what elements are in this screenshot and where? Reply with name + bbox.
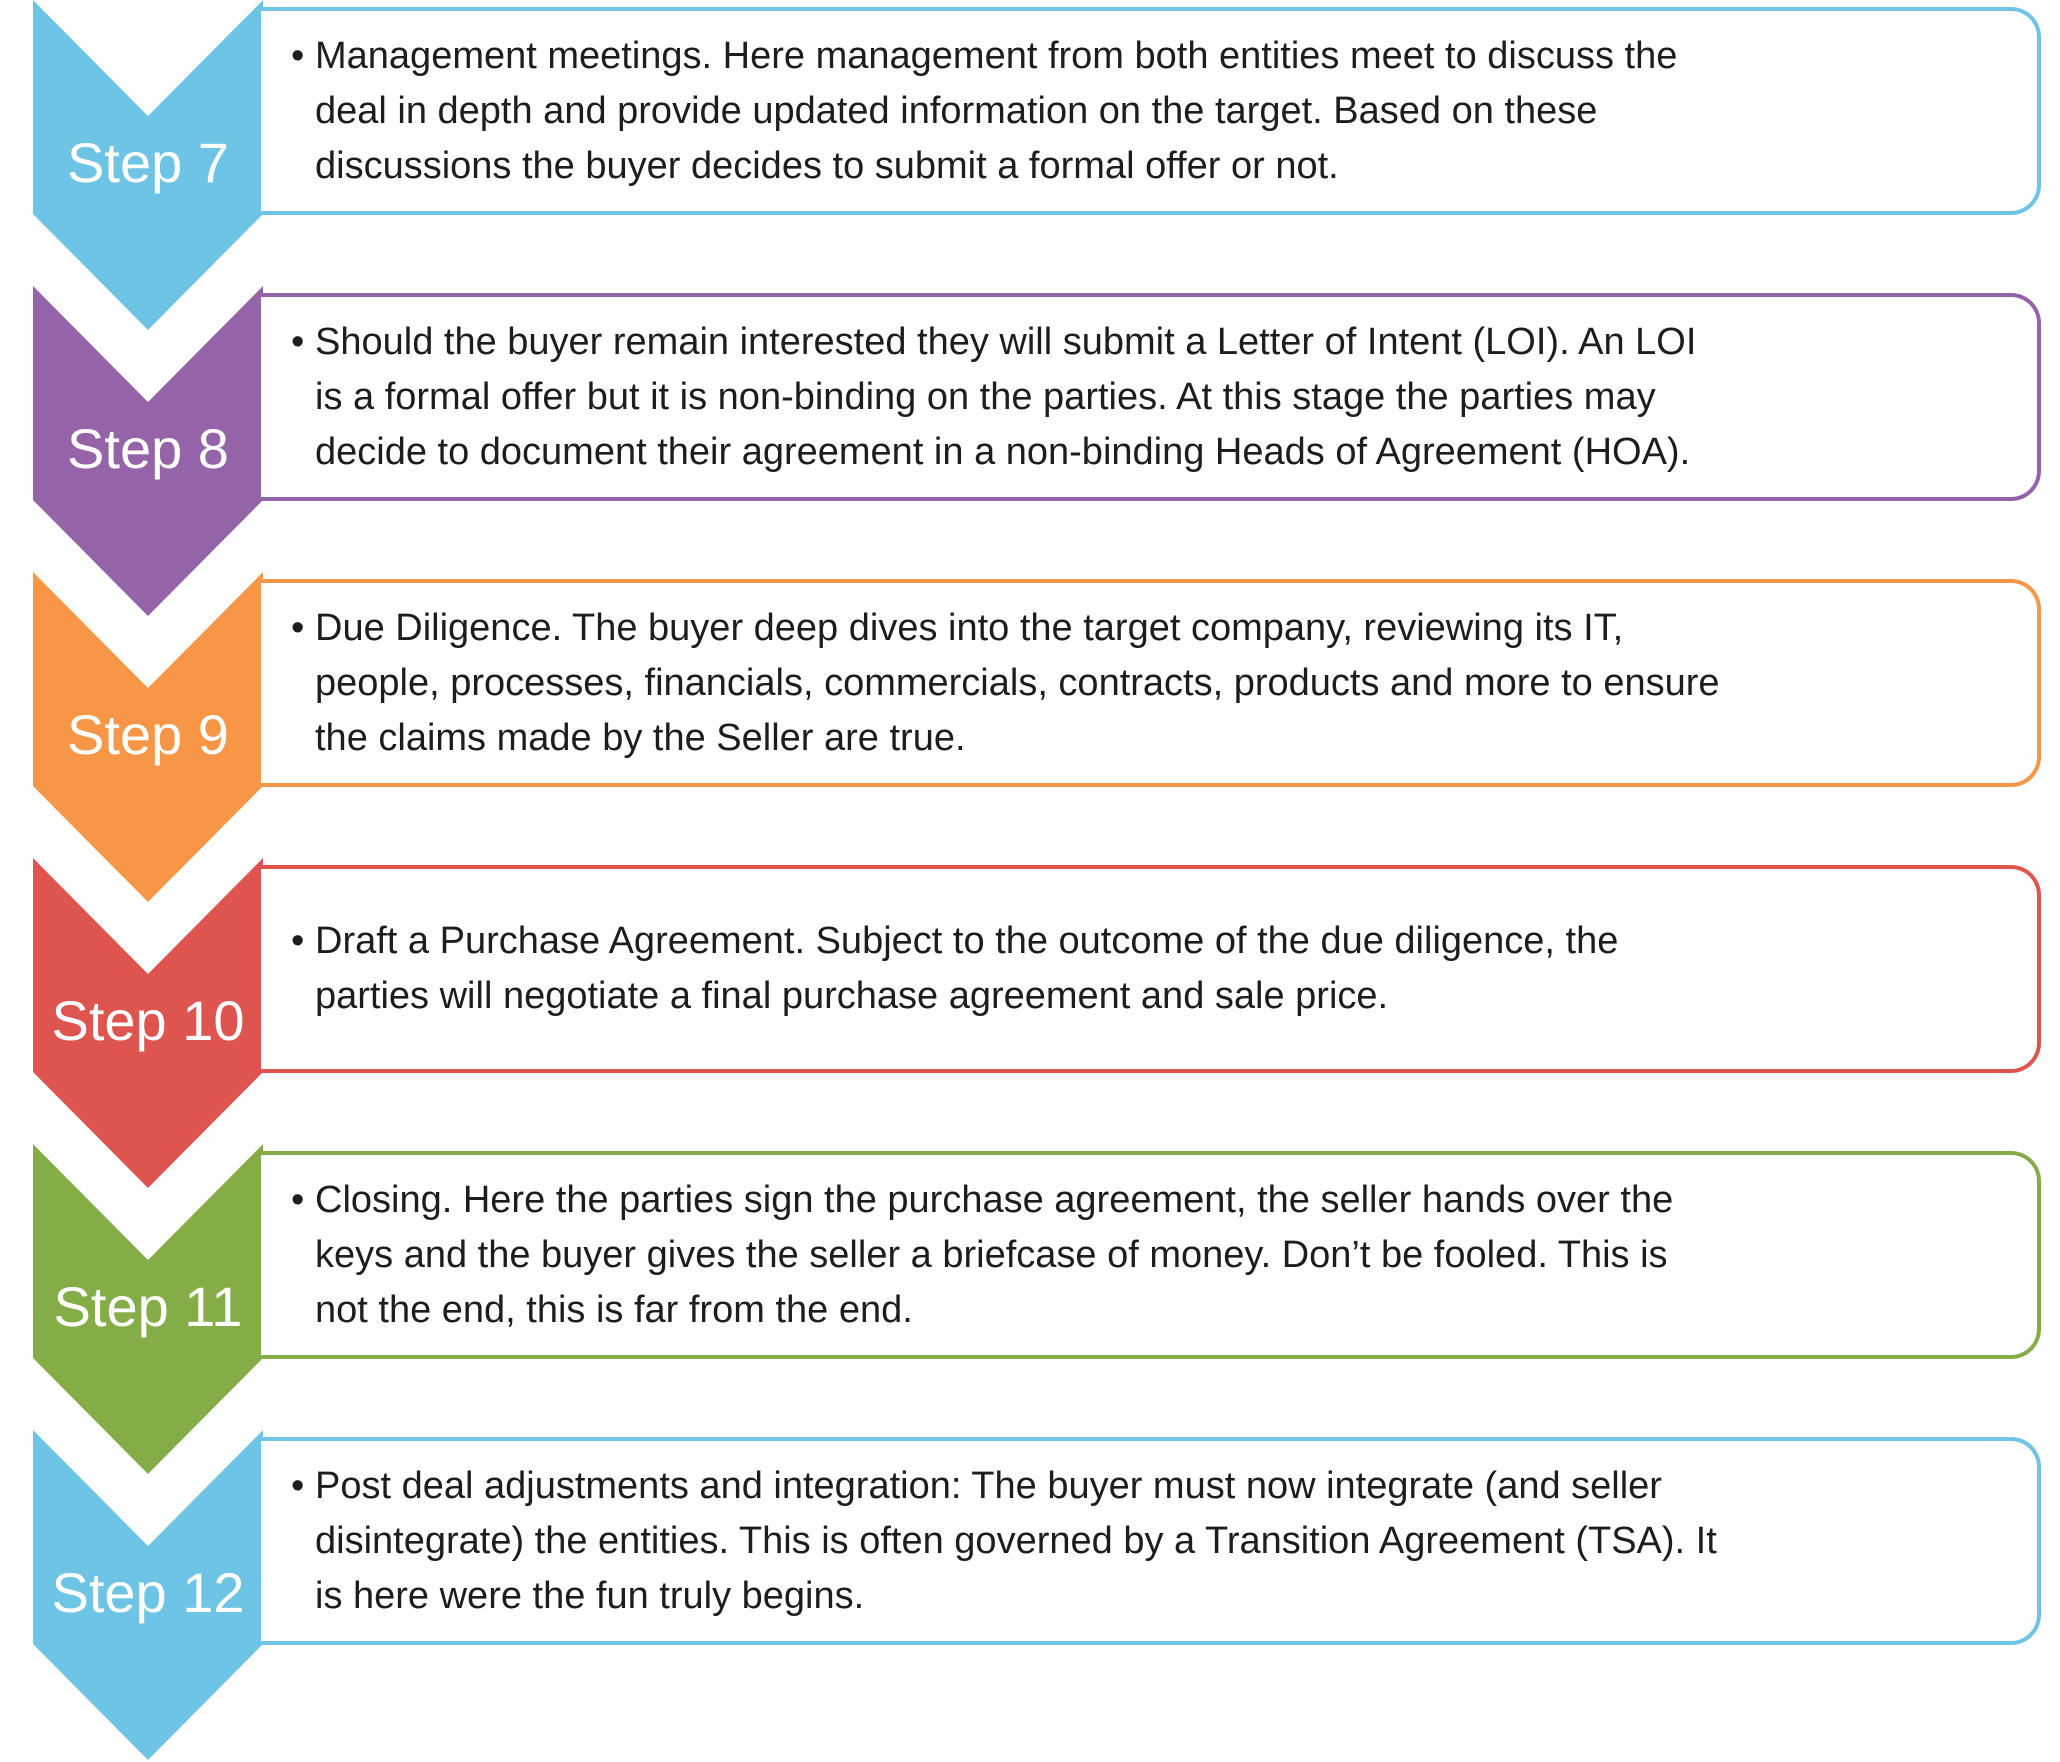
description-text: people, processes, financials, commercials, contracts, products and more to ensure [315,661,1720,704]
description-line [291,1228,2037,1283]
description-text: Draft a Purchase Agreement. Subject to the outcome of the due diligence, the [315,920,1619,962]
description-text: not the end, this is far from the end. [315,1288,913,1331]
step-description-box [261,579,2041,787]
description-text: disintegrate) the entities. This is often governed by a Transition Agreement (TSA). It [315,1519,1717,1562]
description-line [291,84,2037,139]
step-7 [0,0,2060,330]
description-line [291,969,2037,1024]
description-line [291,425,2037,480]
description-line [291,370,2037,425]
description-text: Due Diligence. The buyer deep dives into the target company, reviewing its IT, [315,606,1624,649]
bullet-icon: • [291,920,305,962]
description-line [291,1283,2037,1338]
description-line [291,29,2037,84]
step-description-box [261,1437,2041,1645]
description-text: parties will negotiate a final purchase agreement and sale price. [315,975,1389,1017]
step-11 [0,1144,2060,1474]
description-text: the claims made by the Seller are true. [315,716,966,759]
bullet-icon: • [291,320,305,363]
description-line [291,1514,2037,1569]
description-line [291,1459,2037,1514]
description-line [291,315,2037,370]
step-description-box [261,7,2041,215]
description-text: is here were the fun truly begins. [315,1574,865,1617]
bullet-icon: • [291,1178,305,1221]
description-text: is a formal offer but it is non-binding on the parties. At this stage the parties may [315,375,1656,418]
step-description-box [261,865,2041,1073]
description-text: decide to document their agreement in a non-binding Heads of Agreement (HOA). [315,430,1691,473]
step-label: Step 7 [67,131,229,194]
step-label: Step 12 [51,1561,245,1624]
bullet-icon: • [291,606,305,649]
description-text: deal in depth and provide updated information on the target. Based on these [315,89,1598,132]
step-label: Step 11 [53,1275,243,1338]
description-line [291,1569,2037,1624]
description-line [291,914,2037,969]
description-line [291,601,2037,656]
description-line [291,1173,2037,1228]
step-12 [0,1430,2060,1760]
step-label: Step 8 [67,417,229,480]
description-line [291,656,2037,711]
step-description-box [261,293,2041,501]
description-text: Management meetings. Here management from both entities meet to discuss the [315,34,1678,77]
description-text: keys and the buyer gives the seller a briefcase of money. Don’t be fooled. This is [315,1233,1668,1276]
description-text: Closing. Here the parties sign the purchase agreement, the seller hands over the [315,1178,1674,1221]
step-label: Step 10 [51,989,245,1052]
step-9 [0,572,2060,902]
step-8 [0,286,2060,616]
description-line [291,139,2037,194]
step-label: Step 9 [67,703,229,766]
step-description-box [261,1151,2041,1359]
bullet-icon: • [291,34,305,77]
step-10 [0,858,2060,1188]
description-text: Post deal adjustments and integration: The buyer must now integrate (and seller [315,1464,1662,1507]
bullet-icon: • [291,1464,305,1507]
description-text: Should the buyer remain interested they will submit a Letter of Intent (LOI). An LOI [315,320,1697,363]
description-text: discussions the buyer decides to submit a formal offer or not. [315,144,1339,187]
description-line [291,711,2037,766]
